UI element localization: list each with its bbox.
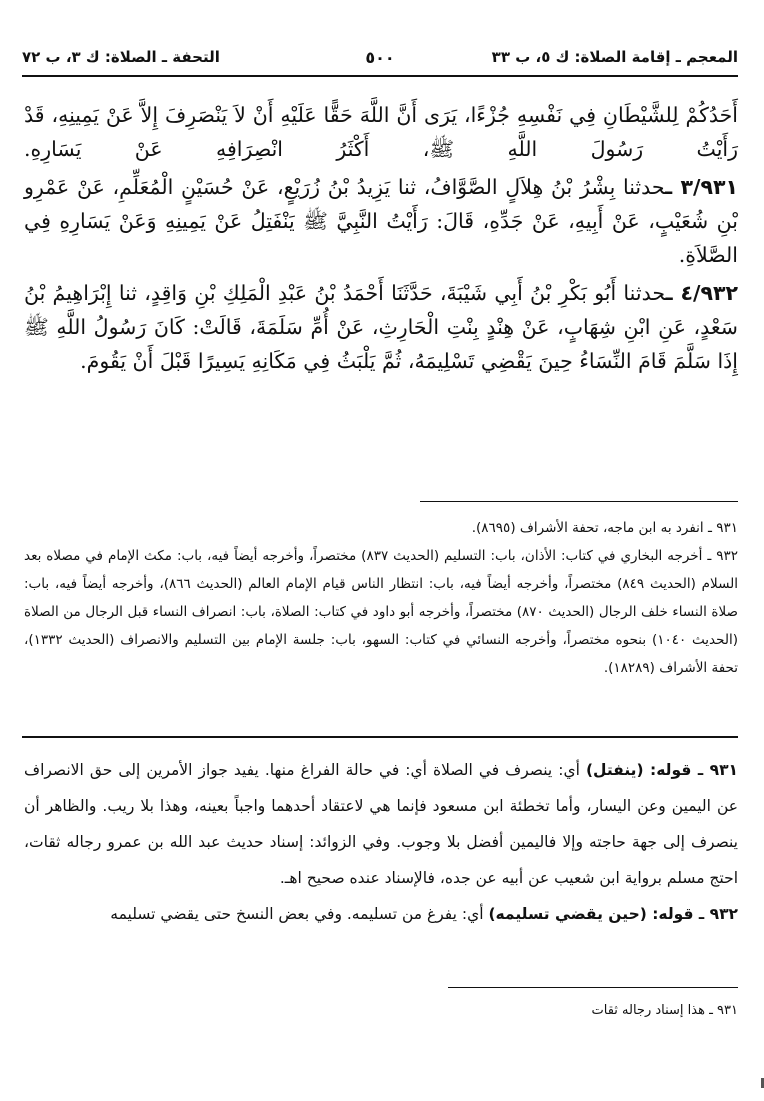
commentary-item: ٩٣٢ ـ قوله: (حين يقضي تسليمه) أي: يفرغ من تسليمه. وفي بعض النسخ حتى يقضي تسليمه — [110, 905, 738, 923]
hadith-number: ٤/٩٣٢ ـ — [665, 281, 738, 305]
commentary — [24, 752, 738, 932]
header-rule — [22, 75, 738, 77]
references — [24, 514, 738, 682]
hadith-number: ٣/٩٣١ ـ — [665, 175, 738, 199]
commentary-item: ٩٣١ ـ قوله: (ينفتل) أي: ينصرف في الصلاة أي: في حالة الفراغ منها. يفيد جواز الأمرين إلى حق الانصراف عن اليمين وعن اليسار، وأما تخطئة ابن مسعود فإنما هي لاعتقاد أحدهما واجباً بعينه، وهذا بلا ريب. والظاهر أن ينصرف إلى جهة حاجته وإلا فاليمين أفضل بلا وجوب. وفي الزوائد: إسناد حديث عبد الله بن عمرو رجاله ثقات، احتج مسلم برواية ابن شعيب عن أبيه عن جده، فالإسناد عنده صحيح اهـ. — [24, 761, 738, 887]
hadith-paragraph: ٣/٩٣١ ـحدثنا بِشْرُ بْنُ هِلاَلٍ الصَّوَّافُ، ثنا يَزِيدُ بْنُ زُرَيْعٍ، عَنْ حُسَيْنٍ الْمُعَلِّمِ، عَنْ عَمْرِو بْنِ شُعَيْبٍ، عَنْ أَبِيهِ، عَنْ جَدِّهِ، قَالَ: رَأَيْتُ النَّبِيَّ ﷺ يَنْفَتِلُ عَنْ يَمِينِهِ وَعَنْ يَسَارِهِ فِي الصَّلاَةِ. — [24, 175, 738, 267]
commentary-lead: ٩٣٢ ـ قوله: (حين يقضي تسليمه) — [488, 905, 738, 923]
commentary-rule — [22, 736, 738, 738]
hadith-paragraph: أَحَدُكُمْ لِلشَّيْطَانِ فِي نَفْسِهِ جُزْءًا، يَرَى أَنَّ اللَّهَ حَقًّا عَلَيْهِ أَنْ لاَ يَنْصَرِفَ إِلاَّ عَنْ يَمِينِهِ، قَدْ رَأَيْتُ رَسُولَ اللَّهِ ﷺ، أَكْثَرُ انْصِرَافِهِ عَنْ يَسَارِهِ. — [24, 103, 738, 161]
reference-item: ٩٣٢ ـ أخرجه البخاري في كتاب: الأذان، باب: التسليم (الحديث ٨٣٧) مختصراً، وأخرجه أيضاً فيه، باب: مكث الإمام في مصلاه بعد السلام (الحديث ٨٤٩) مختصراً، وأخرجه أيضاً فيه، باب: انتظار الناس قيام الإمام العالم (الحديث ٨٦٦)، وأخرجه أيضاً فيه، باب: صلاة النساء خلف الرجال (الحديث ٨٧٠) مختصراً، وأخرجه أبو داود في كتاب: الصلاة، باب: انصراف النساء قبل الرجال من الصلاة (الحديث ١٠٤٠) بنحوه مختصراً، وأخرجه النسائي في كتاب: السهو، باب: جلسة الإمام بين التسليم والانصراف (الحديث ١٣٣٢)، تحفة الأشراف (١٨٢٨٩). — [24, 548, 738, 676]
reference-item: ٩٣١ ـ انفرد به ابن ماجه، تحفة الأشراف (٨٦٩٥). — [471, 520, 738, 536]
references-rule — [420, 501, 738, 502]
hadith-text — [24, 98, 738, 382]
running-header — [22, 46, 738, 72]
header-left: التحفة ـ الصلاة: ك ٣، ب ٧٢ — [22, 48, 220, 66]
page-number: ٥٠٠ — [365, 48, 395, 67]
footnote-rule — [448, 987, 738, 988]
commentary-lead: ٩٣١ ـ قوله: (ينفتل) — [585, 761, 738, 779]
footnote: ٩٣١ ـ هذا إسناد رجاله ثقات — [591, 1003, 738, 1018]
hadith-paragraph: ٤/٩٣٢ ـحدثنا أَبُو بَكْرِ بْنُ أَبِي شَيْبَةَ، حَدَّثَنَا أَحْمَدُ بْنُ عَبْدِ الْمَلِكِ بْنِ وَاقِدٍ، ثنا إِبْرَاهِيمُ بْنُ سَعْدٍ، عَنِ ابْنِ شِهَابٍ، عَنْ هِنْدٍ بِنْتِ الْحَارِثِ، عَنْ أُمِّ سَلَمَةَ، قَالَتْ: كَانَ رَسُولُ اللَّهِ ﷺ إِذَا سَلَّمَ قَامَ النِّسَاءُ حِينَ يَقْضِي تَسْلِيمَهُ، ثُمَّ يَلْبَثُ فِي مَكَانِهِ يَسِيرًا قَبْلَ أَنْ يَقُومَ. — [24, 281, 738, 373]
header-right: المعجم ـ إقامة الصلاة: ك ٥، ب ٣٣ — [491, 48, 738, 66]
